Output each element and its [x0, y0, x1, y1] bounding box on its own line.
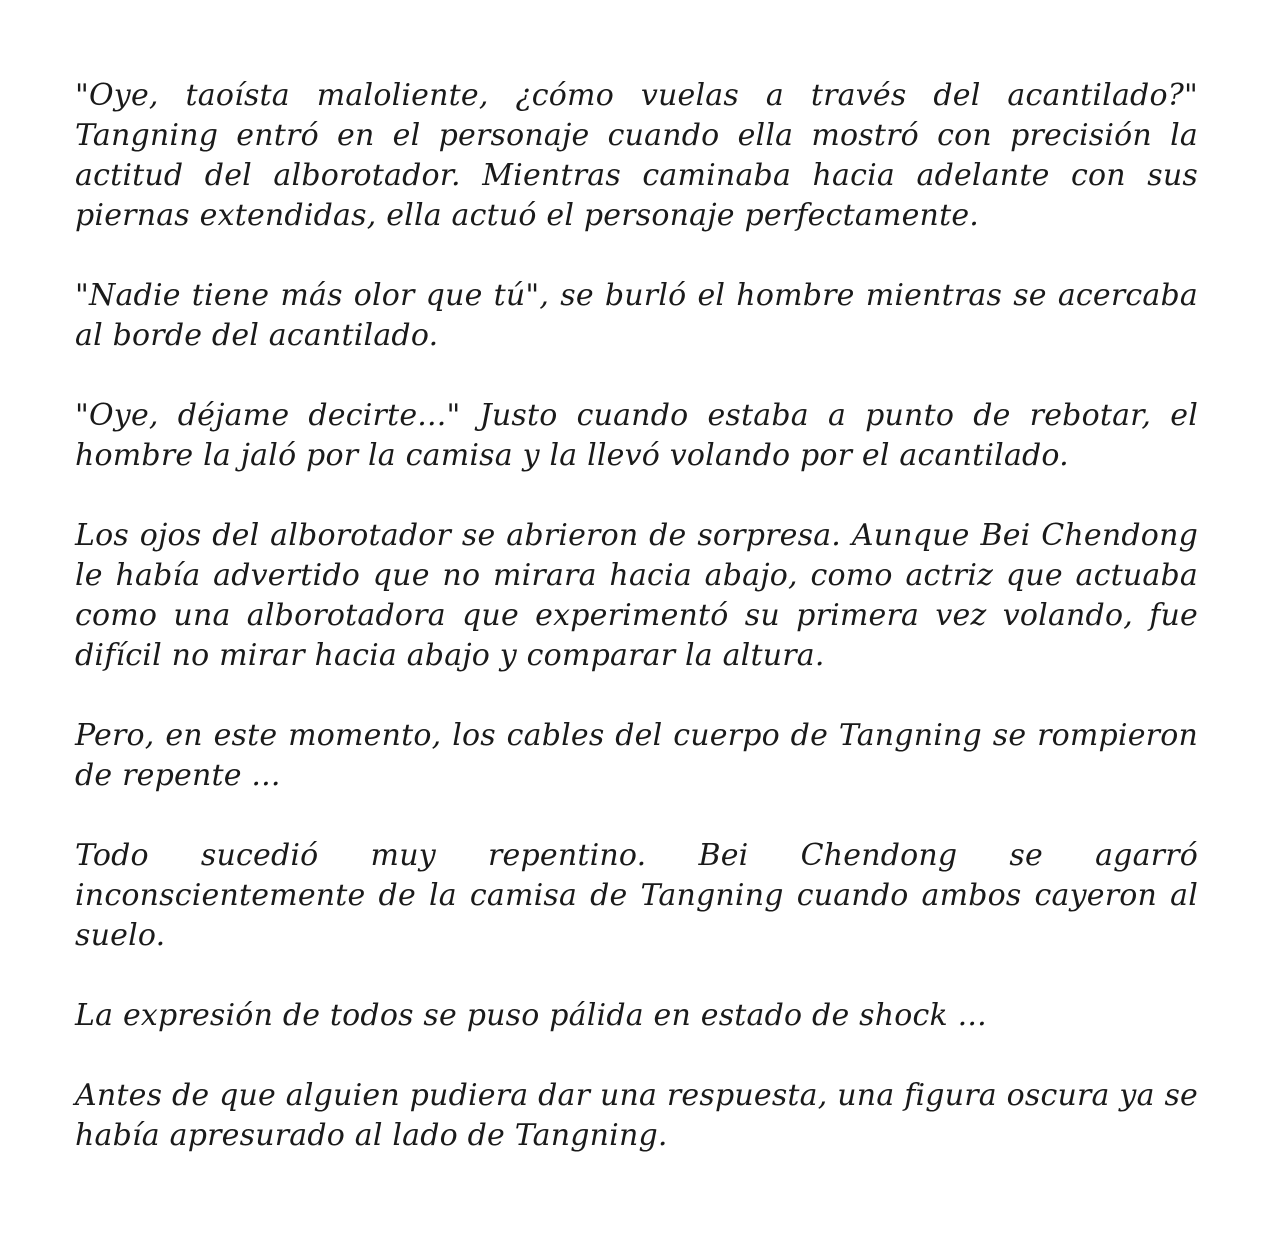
paragraph-2: "Nadie tiene más olor que tú", se burló el hombre mientras se acercaba al borde del acantilado.: [75, 278, 1198, 353]
paragraph-6: Todo sucedió muy repentino. Bei Chendong se agarró inconscientemente de la camisa de Tangning cuando ambos cayeron al suelo.: [75, 838, 1198, 953]
paragraph-7: La expresión de todos se puso pálida en estado de shock ...: [75, 998, 987, 1033]
document-body: [75, 76, 1198, 1156]
paragraph-4: Los ojos del alborotador se abrieron de sorpresa. Aunque Bei Chendong le había advertido que no mirara hacia abajo, como actriz que actuaba como una alborotadora que experimentó su primera vez volando, fue difícil no mirar hacia abajo y comparar la altura.: [75, 518, 1198, 673]
paragraph-3: "Oye, déjame decirte..." Justo cuando estaba a punto de rebotar, el hombre la jaló por la camisa y la llevó volando por el acantilado.: [75, 398, 1198, 473]
paragraph-5: Pero, en este momento, los cables del cuerpo de Tangning se rompieron de repente ...: [75, 718, 1198, 793]
paragraph-8: Antes de que alguien pudiera dar una respuesta, una figura oscura ya se había apresurado al lado de Tangning.: [75, 1078, 1198, 1153]
paragraph-1: "Oye, taoísta maloliente, ¿cómo vuelas a través del acantilado?" Tangning entró en el personaje cuando ella mostró con precisión la actitud del alborotador. Mientras caminaba hacia adelante con sus piernas extendidas, ella actuó el personaje perfectamente.: [75, 78, 1198, 233]
